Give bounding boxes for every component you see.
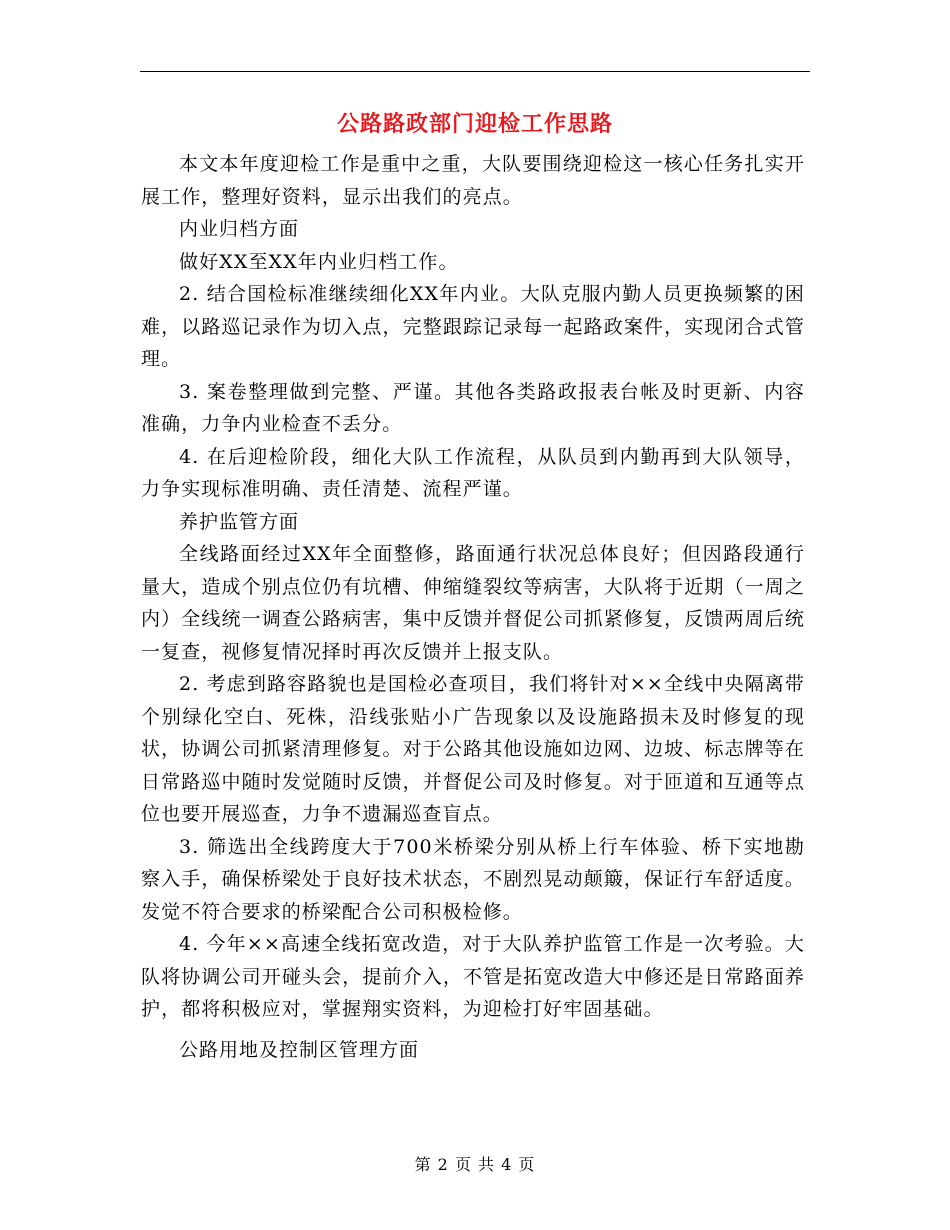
- paragraph-archive-3: 3. 案卷整理做到完整、严谨。其他各类路政报表台帐及时更新、内容准确，力争内业检查不丢分。: [141, 380, 805, 435]
- paragraph-archive-1: 做好XX至XX年内业归档工作。: [179, 250, 459, 273]
- paragraph-maintenance-4: 4. 今年××高速全线拓宽改造，对于大队养护监管工作是一次考验。大队将协调公司开碰头会，提前介入，不管是拓宽改造大中修还是日常路面养护，都将积极应对，掌握翔实资料，为迎检打好牢固基础。: [141, 933, 805, 1020]
- section-heading-maintenance: 养护监管方面: [179, 510, 300, 533]
- intro-paragraph: 本文本年度迎检工作是重中之重，大队要围绕迎检这一核心任务扎实开展工作，整理好资料，显示出我们的亮点。: [141, 153, 805, 208]
- paragraph-maintenance-3: 3. 筛选出全线跨度大于700米桥梁分别从桥上行车体验、桥下实地勘察入手，确保桥梁处于良好技术状态，不剧烈晃动颠簸，保证行车舒适度。发觉不符合要求的桥梁配合公司积极检修。: [141, 835, 805, 923]
- document-title: 公路路政部门迎检工作思路: [336, 111, 613, 137]
- document-body: [141, 148, 805, 1066]
- section-heading-archive: 内业归档方面: [179, 218, 300, 240]
- page-number: 第 2 页 共 4 页: [414, 1155, 536, 1174]
- section-heading-land-control: 公路用地及控制区管理方面: [179, 1038, 420, 1061]
- paragraph-maintenance-1: 全线路面经过XX年全面整修，路面通行状况总体良好；但因路段通行量大，造成个别点位仍有坑槽、伸缩缝裂纹等病害，大队将于近期（一周之内）全线统一调查公路病害，集中反馈并督促公司抓紧修复，反馈两周后统一复查，视修复情况择时再次反馈并上报支队。: [141, 543, 805, 663]
- paragraph-maintenance-2: 2. 考虑到路容路貌也是国检必查项目，我们将针对××全线中央隔离带个别绿化空白、死株，沿线张贴小广告现象以及设施路损未及时修复的现状，协调公司抓紧清理修复。对于公路其他设施如边网、边坡、标志牌等在日常路巡中随时发觉随时反馈，并督促公司及时修复。对于匝道和互通等点位也要开展巡查，力争不遗漏巡查盲点。: [141, 673, 805, 825]
- paragraph-archive-2: 2. 结合国检标准继续细化XX年内业。大队克服内勤人员更换频繁的困难，以路巡记录作为切入点，完整跟踪记录每一起路政案件，实现闭合式管理。: [141, 283, 805, 370]
- paragraph-archive-4: 4. 在后迎检阶段，细化大队工作流程，从队员到内勤再到大队领导，力争实现标准明确、责任清楚、流程严谨。: [141, 445, 805, 500]
- header-rule: [140, 71, 810, 72]
- paragraph-spacer: [141, 1026, 805, 1034]
